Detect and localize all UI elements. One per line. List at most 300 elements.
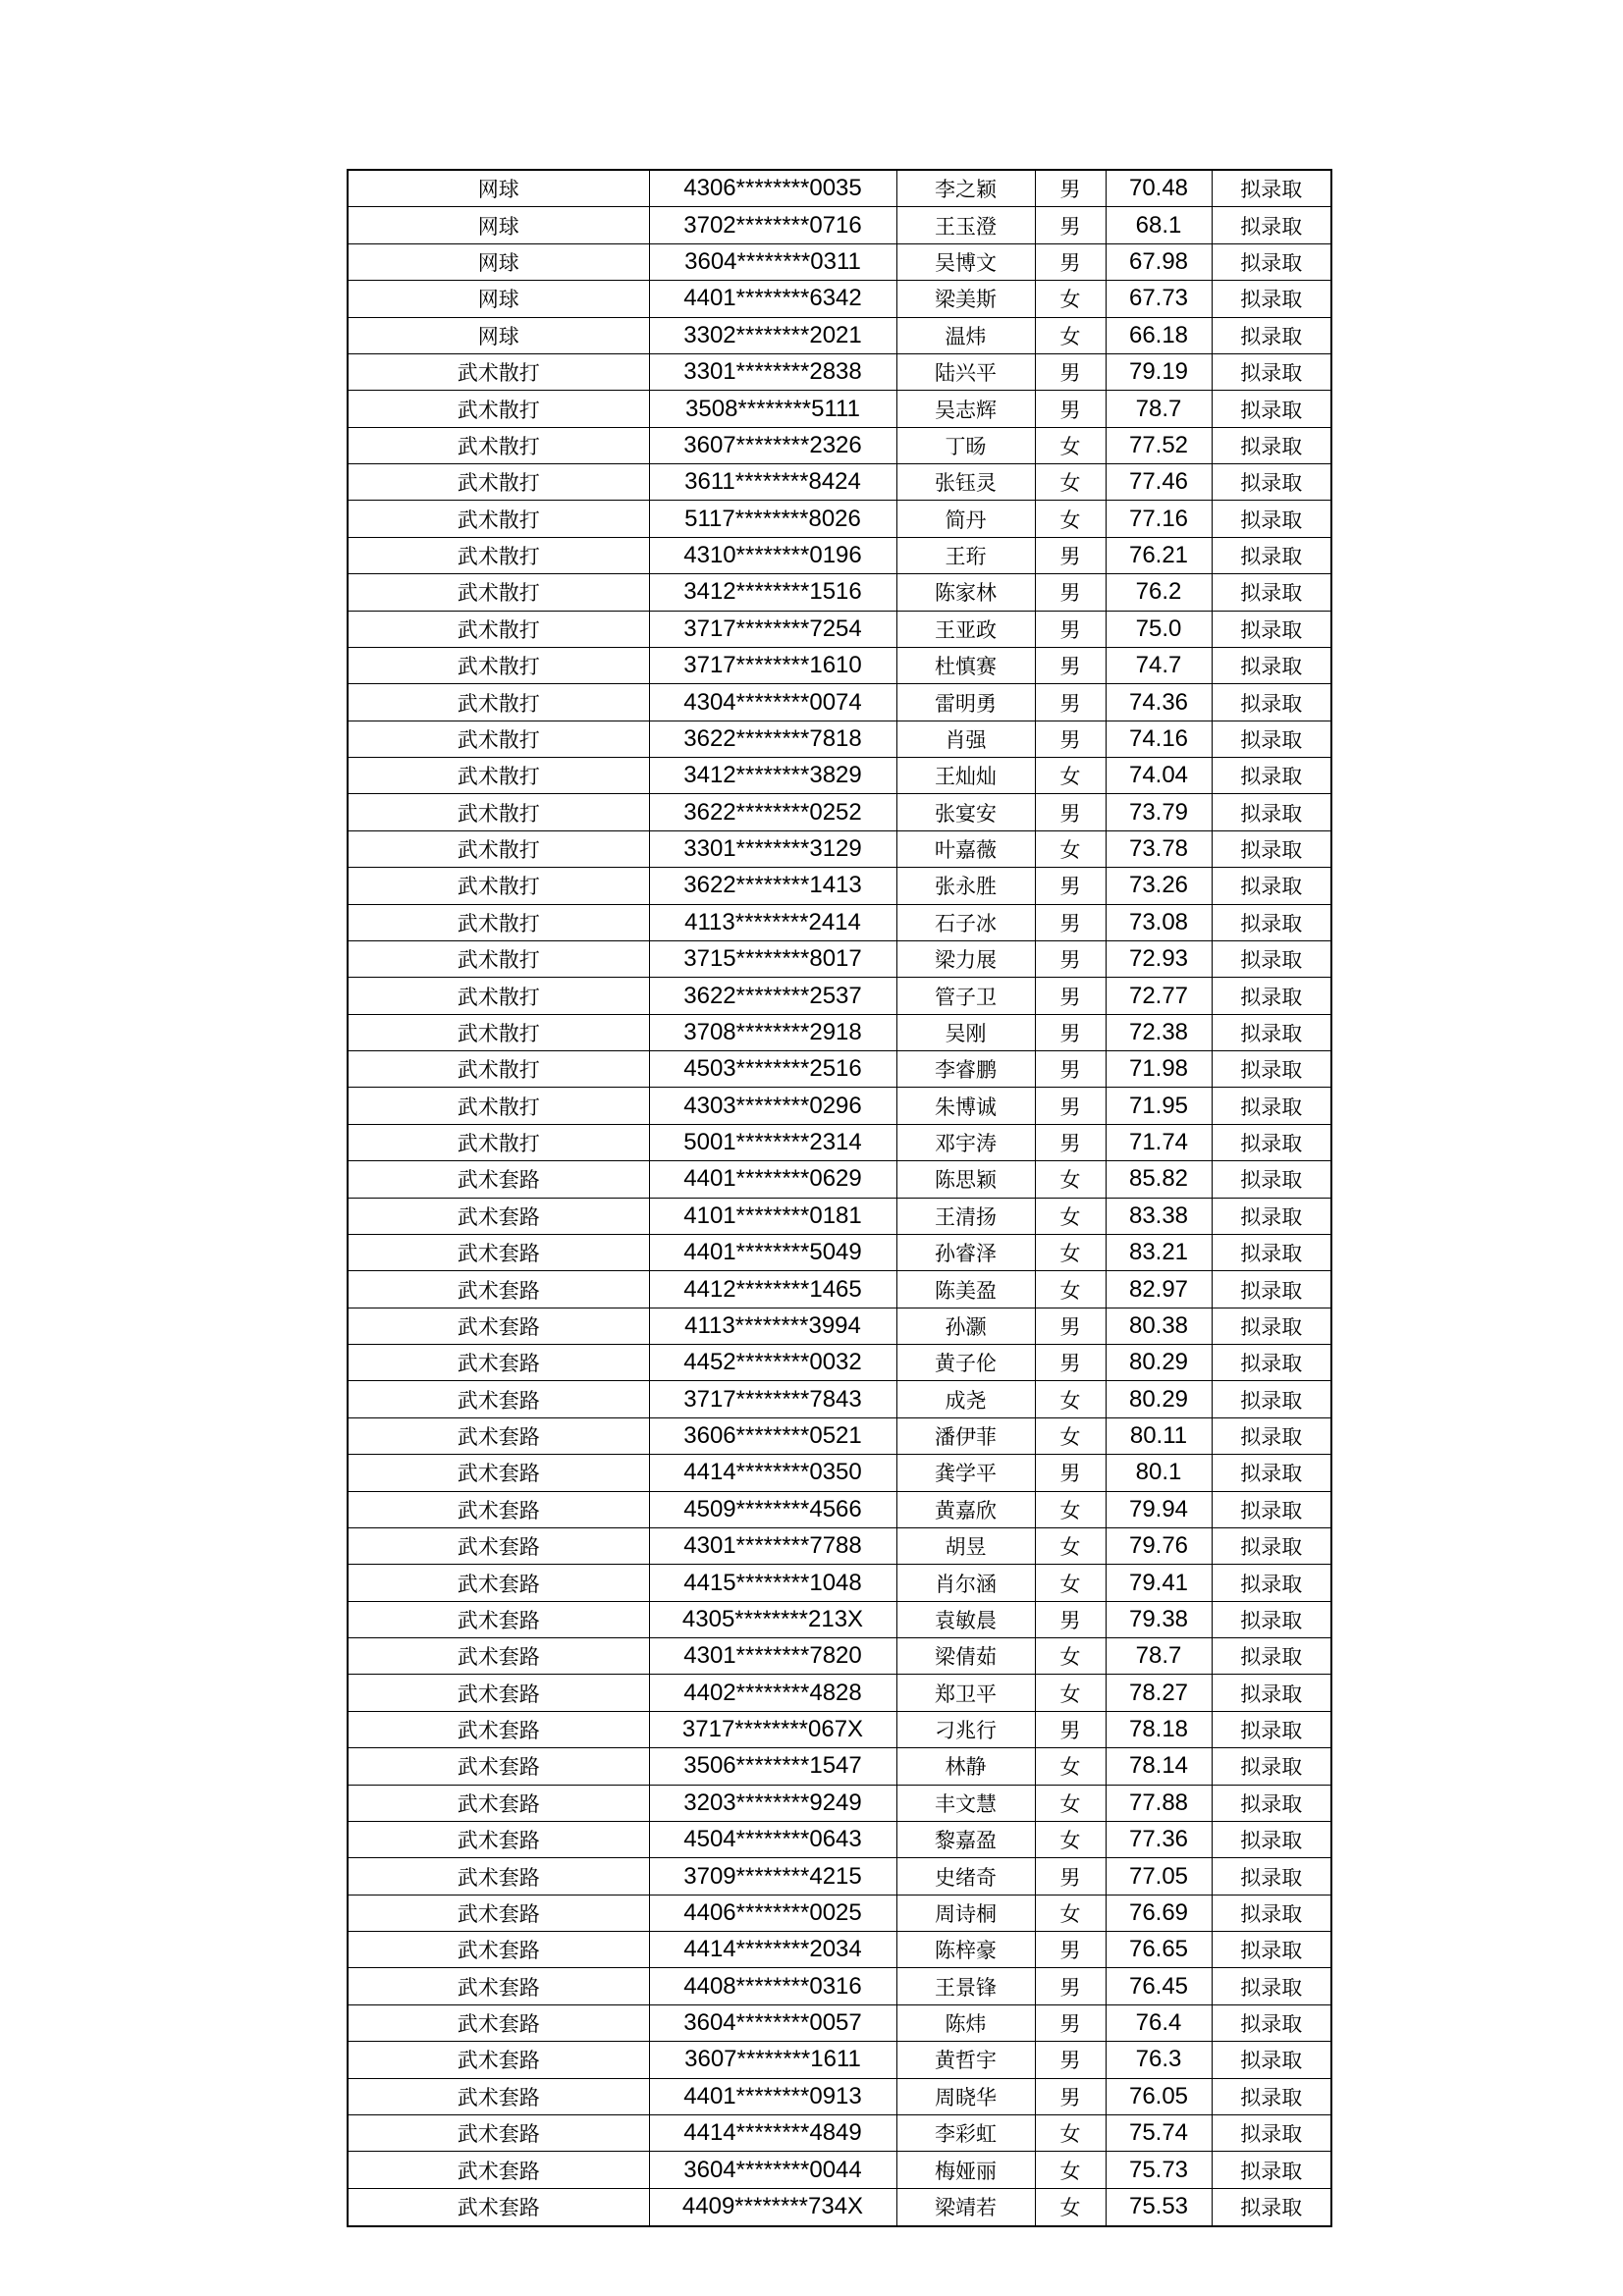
name-cell: 梁美斯 — [896, 281, 1035, 317]
category-cell: 武术套路 — [348, 1161, 649, 1198]
category-cell: 武术散打 — [348, 794, 649, 830]
admission-table — [347, 169, 1332, 2227]
table-row — [348, 1638, 1331, 1675]
id-cell: 4509********4566 — [649, 1491, 896, 1527]
name-cell: 王珩 — [896, 537, 1035, 573]
id-cell: 3717********1610 — [649, 647, 896, 683]
score-cell: 74.7 — [1106, 647, 1212, 683]
status-cell: 拟录取 — [1212, 978, 1331, 1014]
gender-cell: 男 — [1035, 537, 1106, 573]
name-cell: 陆兴平 — [896, 353, 1035, 390]
id-cell: 4401********6342 — [649, 281, 896, 317]
id-cell: 3717********7843 — [649, 1381, 896, 1417]
score-cell: 76.2 — [1106, 574, 1212, 611]
gender-cell: 男 — [1035, 1088, 1106, 1124]
status-cell: 拟录取 — [1212, 1345, 1331, 1381]
status-cell: 拟录取 — [1212, 1198, 1331, 1234]
category-cell: 武术散打 — [348, 537, 649, 573]
table-row — [348, 940, 1331, 977]
score-cell: 77.46 — [1106, 464, 1212, 501]
id-cell: 3715********8017 — [649, 940, 896, 977]
status-cell: 拟录取 — [1212, 207, 1331, 243]
name-cell: 温炜 — [896, 317, 1035, 353]
status-cell: 拟录取 — [1212, 830, 1331, 867]
name-cell: 管子卫 — [896, 978, 1035, 1014]
status-cell: 拟录取 — [1212, 1565, 1331, 1601]
name-cell: 朱博诚 — [896, 1088, 1035, 1124]
table-row — [348, 391, 1331, 427]
name-cell: 李彩虹 — [896, 2114, 1035, 2151]
status-cell: 拟录取 — [1212, 1895, 1331, 1931]
name-cell: 杜慎赛 — [896, 647, 1035, 683]
id-cell: 3302********2021 — [649, 317, 896, 353]
score-cell: 72.77 — [1106, 978, 1212, 1014]
gender-cell: 女 — [1035, 1491, 1106, 1527]
category-cell: 武术套路 — [348, 1748, 649, 1785]
name-cell: 黄哲宇 — [896, 2042, 1035, 2078]
score-cell: 77.16 — [1106, 501, 1212, 537]
status-cell: 拟录取 — [1212, 170, 1331, 207]
score-cell: 79.38 — [1106, 1601, 1212, 1637]
status-cell: 拟录取 — [1212, 1051, 1331, 1088]
gender-cell: 男 — [1035, 978, 1106, 1014]
category-cell: 武术套路 — [348, 1675, 649, 1711]
id-cell: 4305********213X — [649, 1601, 896, 1637]
score-cell: 71.74 — [1106, 1124, 1212, 1160]
gender-cell: 女 — [1035, 1895, 1106, 1931]
table-row — [348, 758, 1331, 794]
category-cell: 武术散打 — [348, 721, 649, 757]
id-cell: 3604********0044 — [649, 2152, 896, 2188]
category-cell: 武术套路 — [348, 1638, 649, 1675]
status-cell: 拟录取 — [1212, 1932, 1331, 1968]
name-cell: 黎嘉盈 — [896, 1821, 1035, 1857]
category-cell: 武术套路 — [348, 1381, 649, 1417]
id-cell: 4401********0629 — [649, 1161, 896, 1198]
category-cell: 武术散打 — [348, 464, 649, 501]
name-cell: 梅娅丽 — [896, 2152, 1035, 2188]
status-cell: 拟录取 — [1212, 1821, 1331, 1857]
score-cell: 71.95 — [1106, 1088, 1212, 1124]
status-cell: 拟录取 — [1212, 1124, 1331, 1160]
category-cell: 武术套路 — [348, 2114, 649, 2151]
table-row — [348, 1932, 1331, 1968]
id-cell: 4406********0025 — [649, 1895, 896, 1931]
gender-cell: 男 — [1035, 1968, 1106, 2004]
score-cell: 76.05 — [1106, 2078, 1212, 2114]
status-cell: 拟录取 — [1212, 1527, 1331, 1564]
score-cell: 79.41 — [1106, 1565, 1212, 1601]
gender-cell: 女 — [1035, 1161, 1106, 1198]
status-cell: 拟录取 — [1212, 1858, 1331, 1895]
name-cell: 刁兆行 — [896, 1711, 1035, 1747]
gender-cell: 女 — [1035, 1675, 1106, 1711]
category-cell: 武术散打 — [348, 427, 649, 463]
table-row — [348, 464, 1331, 501]
gender-cell: 女 — [1035, 427, 1106, 463]
status-cell: 拟录取 — [1212, 1638, 1331, 1675]
status-cell: 拟录取 — [1212, 1271, 1331, 1308]
status-cell: 拟录取 — [1212, 391, 1331, 427]
name-cell: 梁力展 — [896, 940, 1035, 977]
score-cell: 75.0 — [1106, 611, 1212, 647]
name-cell: 王亚政 — [896, 611, 1035, 647]
status-cell: 拟录取 — [1212, 2152, 1331, 2188]
category-cell: 武术套路 — [348, 1527, 649, 1564]
score-cell: 71.98 — [1106, 1051, 1212, 1088]
gender-cell: 男 — [1035, 1014, 1106, 1050]
table-row — [348, 978, 1331, 1014]
status-cell: 拟录取 — [1212, 1234, 1331, 1270]
score-cell: 67.73 — [1106, 281, 1212, 317]
score-cell: 83.21 — [1106, 1234, 1212, 1270]
gender-cell: 女 — [1035, 1234, 1106, 1270]
table-row — [348, 1271, 1331, 1308]
table-row — [348, 353, 1331, 390]
category-cell: 网球 — [348, 281, 649, 317]
table-row — [348, 1014, 1331, 1050]
id-cell: 3506********1547 — [649, 1748, 896, 1785]
status-cell: 拟录取 — [1212, 2078, 1331, 2114]
status-cell: 拟录取 — [1212, 684, 1331, 721]
id-cell: 4304********0074 — [649, 684, 896, 721]
score-cell: 85.82 — [1106, 1161, 1212, 1198]
gender-cell: 女 — [1035, 1748, 1106, 1785]
score-cell: 73.78 — [1106, 830, 1212, 867]
name-cell: 潘伊菲 — [896, 1417, 1035, 1454]
score-cell: 76.69 — [1106, 1895, 1212, 1931]
table-row — [348, 1345, 1331, 1381]
table-row — [348, 281, 1331, 317]
table-row — [348, 427, 1331, 463]
score-cell: 70.48 — [1106, 170, 1212, 207]
gender-cell: 女 — [1035, 1271, 1106, 1308]
gender-cell: 女 — [1035, 1821, 1106, 1857]
category-cell: 武术散打 — [348, 1014, 649, 1050]
name-cell: 简丹 — [896, 501, 1035, 537]
name-cell: 林静 — [896, 1748, 1035, 1785]
table-row — [348, 1417, 1331, 1454]
category-cell: 武术散打 — [348, 574, 649, 611]
table-row — [348, 2004, 1331, 2041]
id-cell: 3622********0252 — [649, 794, 896, 830]
name-cell: 陈美盈 — [896, 1271, 1035, 1308]
category-cell: 武术套路 — [348, 1271, 649, 1308]
name-cell: 陈思颖 — [896, 1161, 1035, 1198]
name-cell: 吴刚 — [896, 1014, 1035, 1050]
gender-cell: 男 — [1035, 2042, 1106, 2078]
table-row — [348, 1491, 1331, 1527]
name-cell: 龚学平 — [896, 1455, 1035, 1491]
gender-cell: 男 — [1035, 940, 1106, 977]
id-cell: 4412********1465 — [649, 1271, 896, 1308]
category-cell: 武术散打 — [348, 940, 649, 977]
table-row — [348, 1565, 1331, 1601]
status-cell: 拟录取 — [1212, 1491, 1331, 1527]
id-cell: 3301********2838 — [649, 353, 896, 390]
gender-cell: 女 — [1035, 2114, 1106, 2151]
gender-cell: 女 — [1035, 464, 1106, 501]
category-cell: 武术套路 — [348, 1234, 649, 1270]
score-cell: 79.94 — [1106, 1491, 1212, 1527]
name-cell: 王玉澄 — [896, 207, 1035, 243]
table-row — [348, 1527, 1331, 1564]
status-cell: 拟录取 — [1212, 1968, 1331, 2004]
gender-cell: 女 — [1035, 830, 1106, 867]
table-row — [348, 1711, 1331, 1747]
id-cell: 4113********3994 — [649, 1308, 896, 1344]
table-row — [348, 537, 1331, 573]
id-cell: 3604********0311 — [649, 243, 896, 280]
category-cell: 武术套路 — [348, 2188, 649, 2226]
gender-cell: 女 — [1035, 1198, 1106, 1234]
status-cell: 拟录取 — [1212, 1711, 1331, 1747]
table-row — [348, 1198, 1331, 1234]
score-cell: 66.18 — [1106, 317, 1212, 353]
status-cell: 拟录取 — [1212, 501, 1331, 537]
score-cell: 75.53 — [1106, 2188, 1212, 2226]
status-cell: 拟录取 — [1212, 1455, 1331, 1491]
status-cell: 拟录取 — [1212, 904, 1331, 940]
category-cell: 网球 — [348, 317, 649, 353]
category-cell: 武术套路 — [348, 1308, 649, 1344]
status-cell: 拟录取 — [1212, 281, 1331, 317]
category-cell: 武术散打 — [348, 391, 649, 427]
status-cell: 拟录取 — [1212, 758, 1331, 794]
category-cell: 武术套路 — [348, 1932, 649, 1968]
score-cell: 76.65 — [1106, 1932, 1212, 1968]
score-cell: 73.26 — [1106, 868, 1212, 904]
name-cell: 袁敏晨 — [896, 1601, 1035, 1637]
category-cell: 武术套路 — [348, 2004, 649, 2041]
id-cell: 4303********0296 — [649, 1088, 896, 1124]
status-cell: 拟录取 — [1212, 353, 1331, 390]
table-row — [348, 647, 1331, 683]
name-cell: 丁旸 — [896, 427, 1035, 463]
category-cell: 武术散打 — [348, 684, 649, 721]
status-cell: 拟录取 — [1212, 2042, 1331, 2078]
score-cell: 68.1 — [1106, 207, 1212, 243]
category-cell: 武术散打 — [348, 353, 649, 390]
category-cell: 武术套路 — [348, 1491, 649, 1527]
status-cell: 拟录取 — [1212, 574, 1331, 611]
gender-cell: 女 — [1035, 1565, 1106, 1601]
score-cell: 79.76 — [1106, 1527, 1212, 1564]
name-cell: 胡昱 — [896, 1527, 1035, 1564]
name-cell: 史绪奇 — [896, 1858, 1035, 1895]
name-cell: 叶嘉薇 — [896, 830, 1035, 867]
category-cell: 网球 — [348, 243, 649, 280]
gender-cell: 男 — [1035, 904, 1106, 940]
id-cell: 4401********0913 — [649, 2078, 896, 2114]
gender-cell: 男 — [1035, 2078, 1106, 2114]
name-cell: 陈梓豪 — [896, 1932, 1035, 1968]
table-row — [348, 830, 1331, 867]
id-cell: 4414********0350 — [649, 1455, 896, 1491]
status-cell: 拟录取 — [1212, 2004, 1331, 2041]
category-cell: 武术散打 — [348, 978, 649, 1014]
table-row — [348, 684, 1331, 721]
name-cell: 孙睿泽 — [896, 1234, 1035, 1270]
category-cell: 武术散打 — [348, 1051, 649, 1088]
table-row — [348, 574, 1331, 611]
id-cell: 4409********734X — [649, 2188, 896, 2226]
score-cell: 78.18 — [1106, 1711, 1212, 1747]
category-cell: 武术散打 — [348, 830, 649, 867]
status-cell: 拟录取 — [1212, 2188, 1331, 2226]
name-cell: 石子冰 — [896, 904, 1035, 940]
id-cell: 4415********1048 — [649, 1565, 896, 1601]
gender-cell: 男 — [1035, 574, 1106, 611]
table-row — [348, 2042, 1331, 2078]
table-row — [348, 721, 1331, 757]
name-cell: 李睿鹏 — [896, 1051, 1035, 1088]
status-cell: 拟录取 — [1212, 647, 1331, 683]
status-cell: 拟录取 — [1212, 1601, 1331, 1637]
gender-cell: 男 — [1035, 1858, 1106, 1895]
table-row — [348, 1968, 1331, 2004]
table-row — [348, 1748, 1331, 1785]
table-row — [348, 2114, 1331, 2151]
status-cell: 拟录取 — [1212, 243, 1331, 280]
gender-cell: 女 — [1035, 317, 1106, 353]
table-row — [348, 2078, 1331, 2114]
name-cell: 孙灏 — [896, 1308, 1035, 1344]
id-cell: 4306********0035 — [649, 170, 896, 207]
name-cell: 黄嘉欣 — [896, 1491, 1035, 1527]
score-cell: 80.1 — [1106, 1455, 1212, 1491]
score-cell: 77.52 — [1106, 427, 1212, 463]
id-cell: 4503********2516 — [649, 1051, 896, 1088]
gender-cell: 男 — [1035, 721, 1106, 757]
score-cell: 78.14 — [1106, 1748, 1212, 1785]
score-cell: 75.74 — [1106, 2114, 1212, 2151]
status-cell: 拟录取 — [1212, 2114, 1331, 2151]
name-cell: 郑卫平 — [896, 1675, 1035, 1711]
score-cell: 78.27 — [1106, 1675, 1212, 1711]
id-cell: 3717********7254 — [649, 611, 896, 647]
category-cell: 武术套路 — [348, 1565, 649, 1601]
gender-cell: 男 — [1035, 353, 1106, 390]
name-cell: 张永胜 — [896, 868, 1035, 904]
name-cell: 成尧 — [896, 1381, 1035, 1417]
score-cell: 77.88 — [1106, 1785, 1212, 1821]
table-row — [348, 170, 1331, 207]
category-cell: 武术套路 — [348, 1455, 649, 1491]
name-cell: 张宴安 — [896, 794, 1035, 830]
table-row — [348, 1821, 1331, 1857]
id-cell: 5117********8026 — [649, 501, 896, 537]
category-cell: 武术散打 — [348, 501, 649, 537]
gender-cell: 女 — [1035, 501, 1106, 537]
gender-cell: 男 — [1035, 391, 1106, 427]
score-cell: 72.38 — [1106, 1014, 1212, 1050]
table-row — [348, 1234, 1331, 1270]
id-cell: 4402********4828 — [649, 1675, 896, 1711]
name-cell: 丰文慧 — [896, 1785, 1035, 1821]
status-cell: 拟录取 — [1212, 611, 1331, 647]
gender-cell: 男 — [1035, 794, 1106, 830]
id-cell: 4310********0196 — [649, 537, 896, 573]
name-cell: 吴博文 — [896, 243, 1035, 280]
id-cell: 4301********7788 — [649, 1527, 896, 1564]
gender-cell: 女 — [1035, 2188, 1106, 2226]
score-cell: 76.3 — [1106, 2042, 1212, 2078]
table-row — [348, 501, 1331, 537]
score-cell: 78.7 — [1106, 1638, 1212, 1675]
gender-cell: 男 — [1035, 868, 1106, 904]
score-cell: 74.36 — [1106, 684, 1212, 721]
table-row — [348, 317, 1331, 353]
name-cell: 周晓华 — [896, 2078, 1035, 2114]
gender-cell: 女 — [1035, 758, 1106, 794]
category-cell: 武术散打 — [348, 758, 649, 794]
id-cell: 3604********0057 — [649, 2004, 896, 2041]
score-cell: 76.4 — [1106, 2004, 1212, 2041]
id-cell: 3412********1516 — [649, 574, 896, 611]
gender-cell: 男 — [1035, 207, 1106, 243]
name-cell: 李之颖 — [896, 170, 1035, 207]
score-cell: 80.29 — [1106, 1345, 1212, 1381]
status-cell: 拟录取 — [1212, 1675, 1331, 1711]
id-cell: 3702********0716 — [649, 207, 896, 243]
table-row — [348, 1088, 1331, 1124]
score-cell: 72.93 — [1106, 940, 1212, 977]
table-row — [348, 243, 1331, 280]
status-cell: 拟录取 — [1212, 1417, 1331, 1454]
score-cell: 76.45 — [1106, 1968, 1212, 2004]
gender-cell: 男 — [1035, 2004, 1106, 2041]
id-cell: 4401********5049 — [649, 1234, 896, 1270]
gender-cell: 男 — [1035, 1345, 1106, 1381]
table-row — [348, 2152, 1331, 2188]
id-cell: 3607********2326 — [649, 427, 896, 463]
category-cell: 武术套路 — [348, 1345, 649, 1381]
category-cell: 武术散打 — [348, 611, 649, 647]
category-cell: 武术套路 — [348, 2078, 649, 2114]
category-cell: 武术散打 — [348, 1124, 649, 1160]
id-cell: 3708********2918 — [649, 1014, 896, 1050]
id-cell: 3622********7818 — [649, 721, 896, 757]
id-cell: 3203********9249 — [649, 1785, 896, 1821]
category-cell: 武术套路 — [348, 1601, 649, 1637]
gender-cell: 男 — [1035, 611, 1106, 647]
name-cell: 黄子伦 — [896, 1345, 1035, 1381]
gender-cell: 男 — [1035, 1601, 1106, 1637]
name-cell: 雷明勇 — [896, 684, 1035, 721]
category-cell: 武术套路 — [348, 1417, 649, 1454]
id-cell: 3622********2537 — [649, 978, 896, 1014]
id-cell: 3622********1413 — [649, 868, 896, 904]
table-row — [348, 1858, 1331, 1895]
id-cell: 3606********0521 — [649, 1417, 896, 1454]
name-cell: 陈炜 — [896, 2004, 1035, 2041]
score-cell: 75.73 — [1106, 2152, 1212, 2188]
id-cell: 3611********8424 — [649, 464, 896, 501]
status-cell: 拟录取 — [1212, 721, 1331, 757]
status-cell: 拟录取 — [1212, 794, 1331, 830]
score-cell: 82.97 — [1106, 1271, 1212, 1308]
table-row — [348, 794, 1331, 830]
id-cell: 4408********0316 — [649, 1968, 896, 2004]
table-row — [348, 611, 1331, 647]
id-cell: 4414********4849 — [649, 2114, 896, 2151]
status-cell: 拟录取 — [1212, 1381, 1331, 1417]
id-cell: 3717********067X — [649, 1711, 896, 1747]
category-cell: 武术套路 — [348, 2152, 649, 2188]
name-cell: 肖强 — [896, 721, 1035, 757]
name-cell: 陈家林 — [896, 574, 1035, 611]
